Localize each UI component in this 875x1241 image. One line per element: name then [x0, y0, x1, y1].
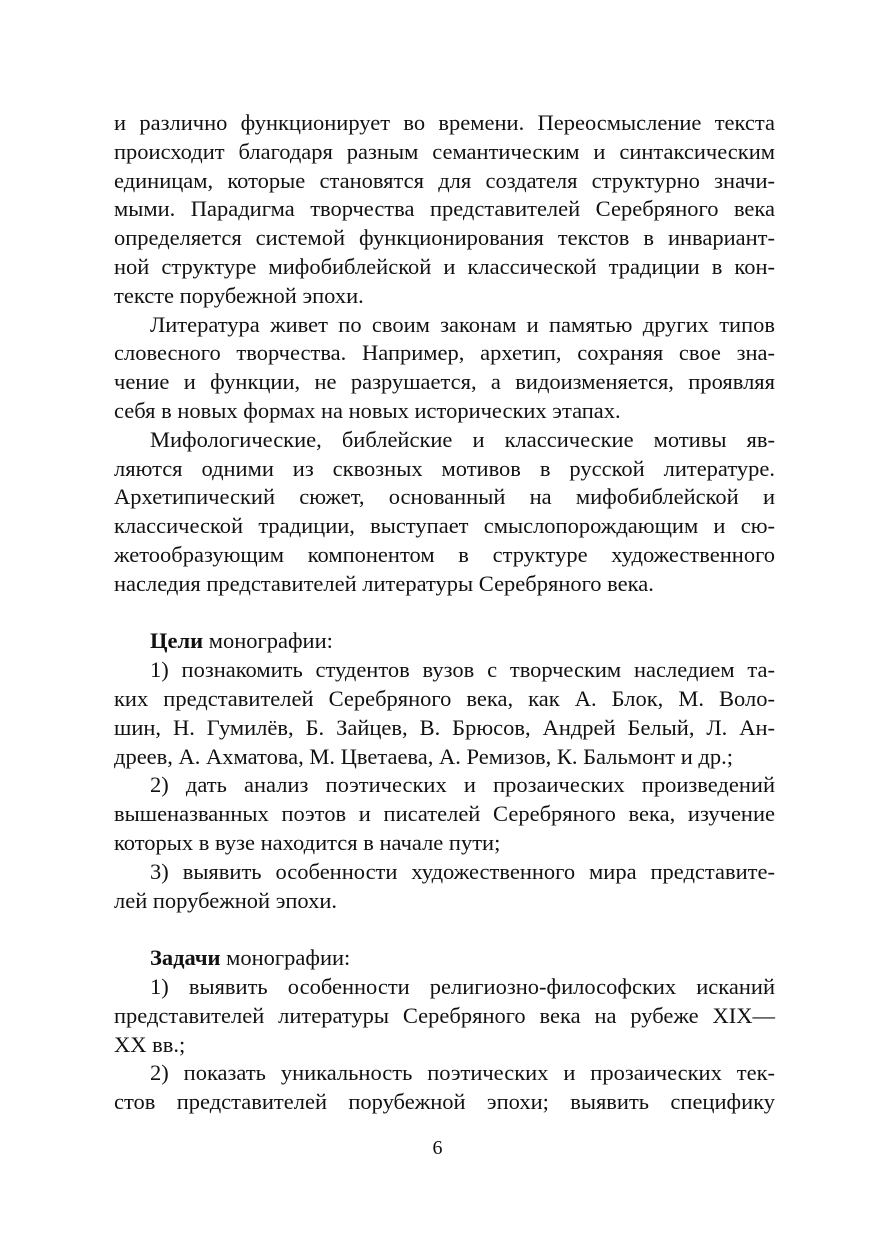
goals-heading-rest: монографии: [203, 628, 333, 654]
paragraph-2 [114, 311, 775, 426]
text-line: ких представителей Серебряного века, как А. Блок, М. Воло- [114, 685, 775, 711]
text-line: себя в новых формах на новых исторических этапах. [114, 397, 621, 423]
text-line: жетообразующим компонентом в структуре художественного [114, 541, 775, 567]
page-number: 6 [432, 1137, 443, 1159]
text-line: 2) показать уникальность поэтических и прозаических тек- [150, 1060, 775, 1086]
text-line: происходит благодаря разным семантическим и синтаксическим [114, 138, 775, 164]
text-line: Мифологические, библейские и классические мотивы яв- [150, 426, 775, 452]
text-line: определяется системой функционирования текстов в инвариант- [114, 225, 775, 251]
text-line: Архетипический сюжет, основанный на мифобиблейской и [114, 484, 775, 510]
text-line: 3) выявить особенности художественного мира представите- [150, 858, 775, 884]
goals-heading-bold: Цели [150, 628, 204, 654]
text-line: ляются одними из сквозных мотивов в русской литературе. [114, 455, 775, 481]
spacer [114, 915, 775, 944]
text-line: и различно функционирует во времени. Переосмысление текста [114, 110, 775, 135]
text-line: тексте порубежной эпохи. [114, 282, 364, 308]
tasks-heading [114, 944, 775, 973]
paragraph-3 [114, 426, 775, 599]
text-line: наследия представителей литературы Серебряного века. [114, 570, 654, 596]
text-line: классической традиции, выступает смыслопорождающим и сю- [114, 513, 775, 539]
text-line: вышеназванных поэтов и писателей Серебряного века, изучение [114, 801, 775, 827]
text-line: 2) дать анализ поэтических и прозаических произведений [150, 772, 775, 798]
tasks-section [114, 944, 775, 1117]
tasks-heading-bold: Задачи [150, 945, 221, 971]
text-line: мыми. Парадигма творчества представителей Серебряного века [114, 196, 775, 222]
goals-heading [114, 627, 775, 656]
text-line: XX вв.; [114, 1031, 186, 1057]
text-line: лей порубежной эпохи. [114, 887, 338, 913]
text-line: чение и функции, не разрушается, а видоизменяется, проявляя [114, 369, 775, 395]
text-line: единицам, которые становятся для создателя структурно значи- [114, 167, 775, 193]
text-line: 1) познакомить студентов вузов с творческим наследием та- [150, 657, 775, 683]
text-line: 1) выявить особенности религиозно-философских исканий [150, 973, 775, 999]
text-line: которых в вузе находится в начале пути; [114, 829, 501, 855]
goals-section [114, 627, 775, 915]
spacer [114, 599, 775, 628]
text-line: дреев, А. Ахматова, М. Цветаева, А. Ремизов, К. Бальмонт и др.; [114, 743, 733, 769]
text-line: ной структуре мифобиблейской и классической традиции в кон- [114, 253, 775, 279]
text-line: шин, Н. Гумилёв, Б. Зайцев, В. Брюсов, Андрей Белый, Л. Ан- [114, 714, 775, 740]
text-line: стов представителей порубежной эпохи; выявить специфику [114, 1089, 775, 1115]
paragraph-1 [114, 109, 775, 311]
tasks-heading-rest: монографии: [220, 945, 351, 971]
text-line: словесного творчества. Например, архетип, сохраняя свое зна- [114, 340, 775, 366]
page-body [114, 109, 775, 1117]
text-line: представителей литературы Серебряного века на рубеже XIX— [114, 1002, 775, 1028]
text-line: Литература живет по своим законам и памятью других типов [150, 311, 775, 337]
